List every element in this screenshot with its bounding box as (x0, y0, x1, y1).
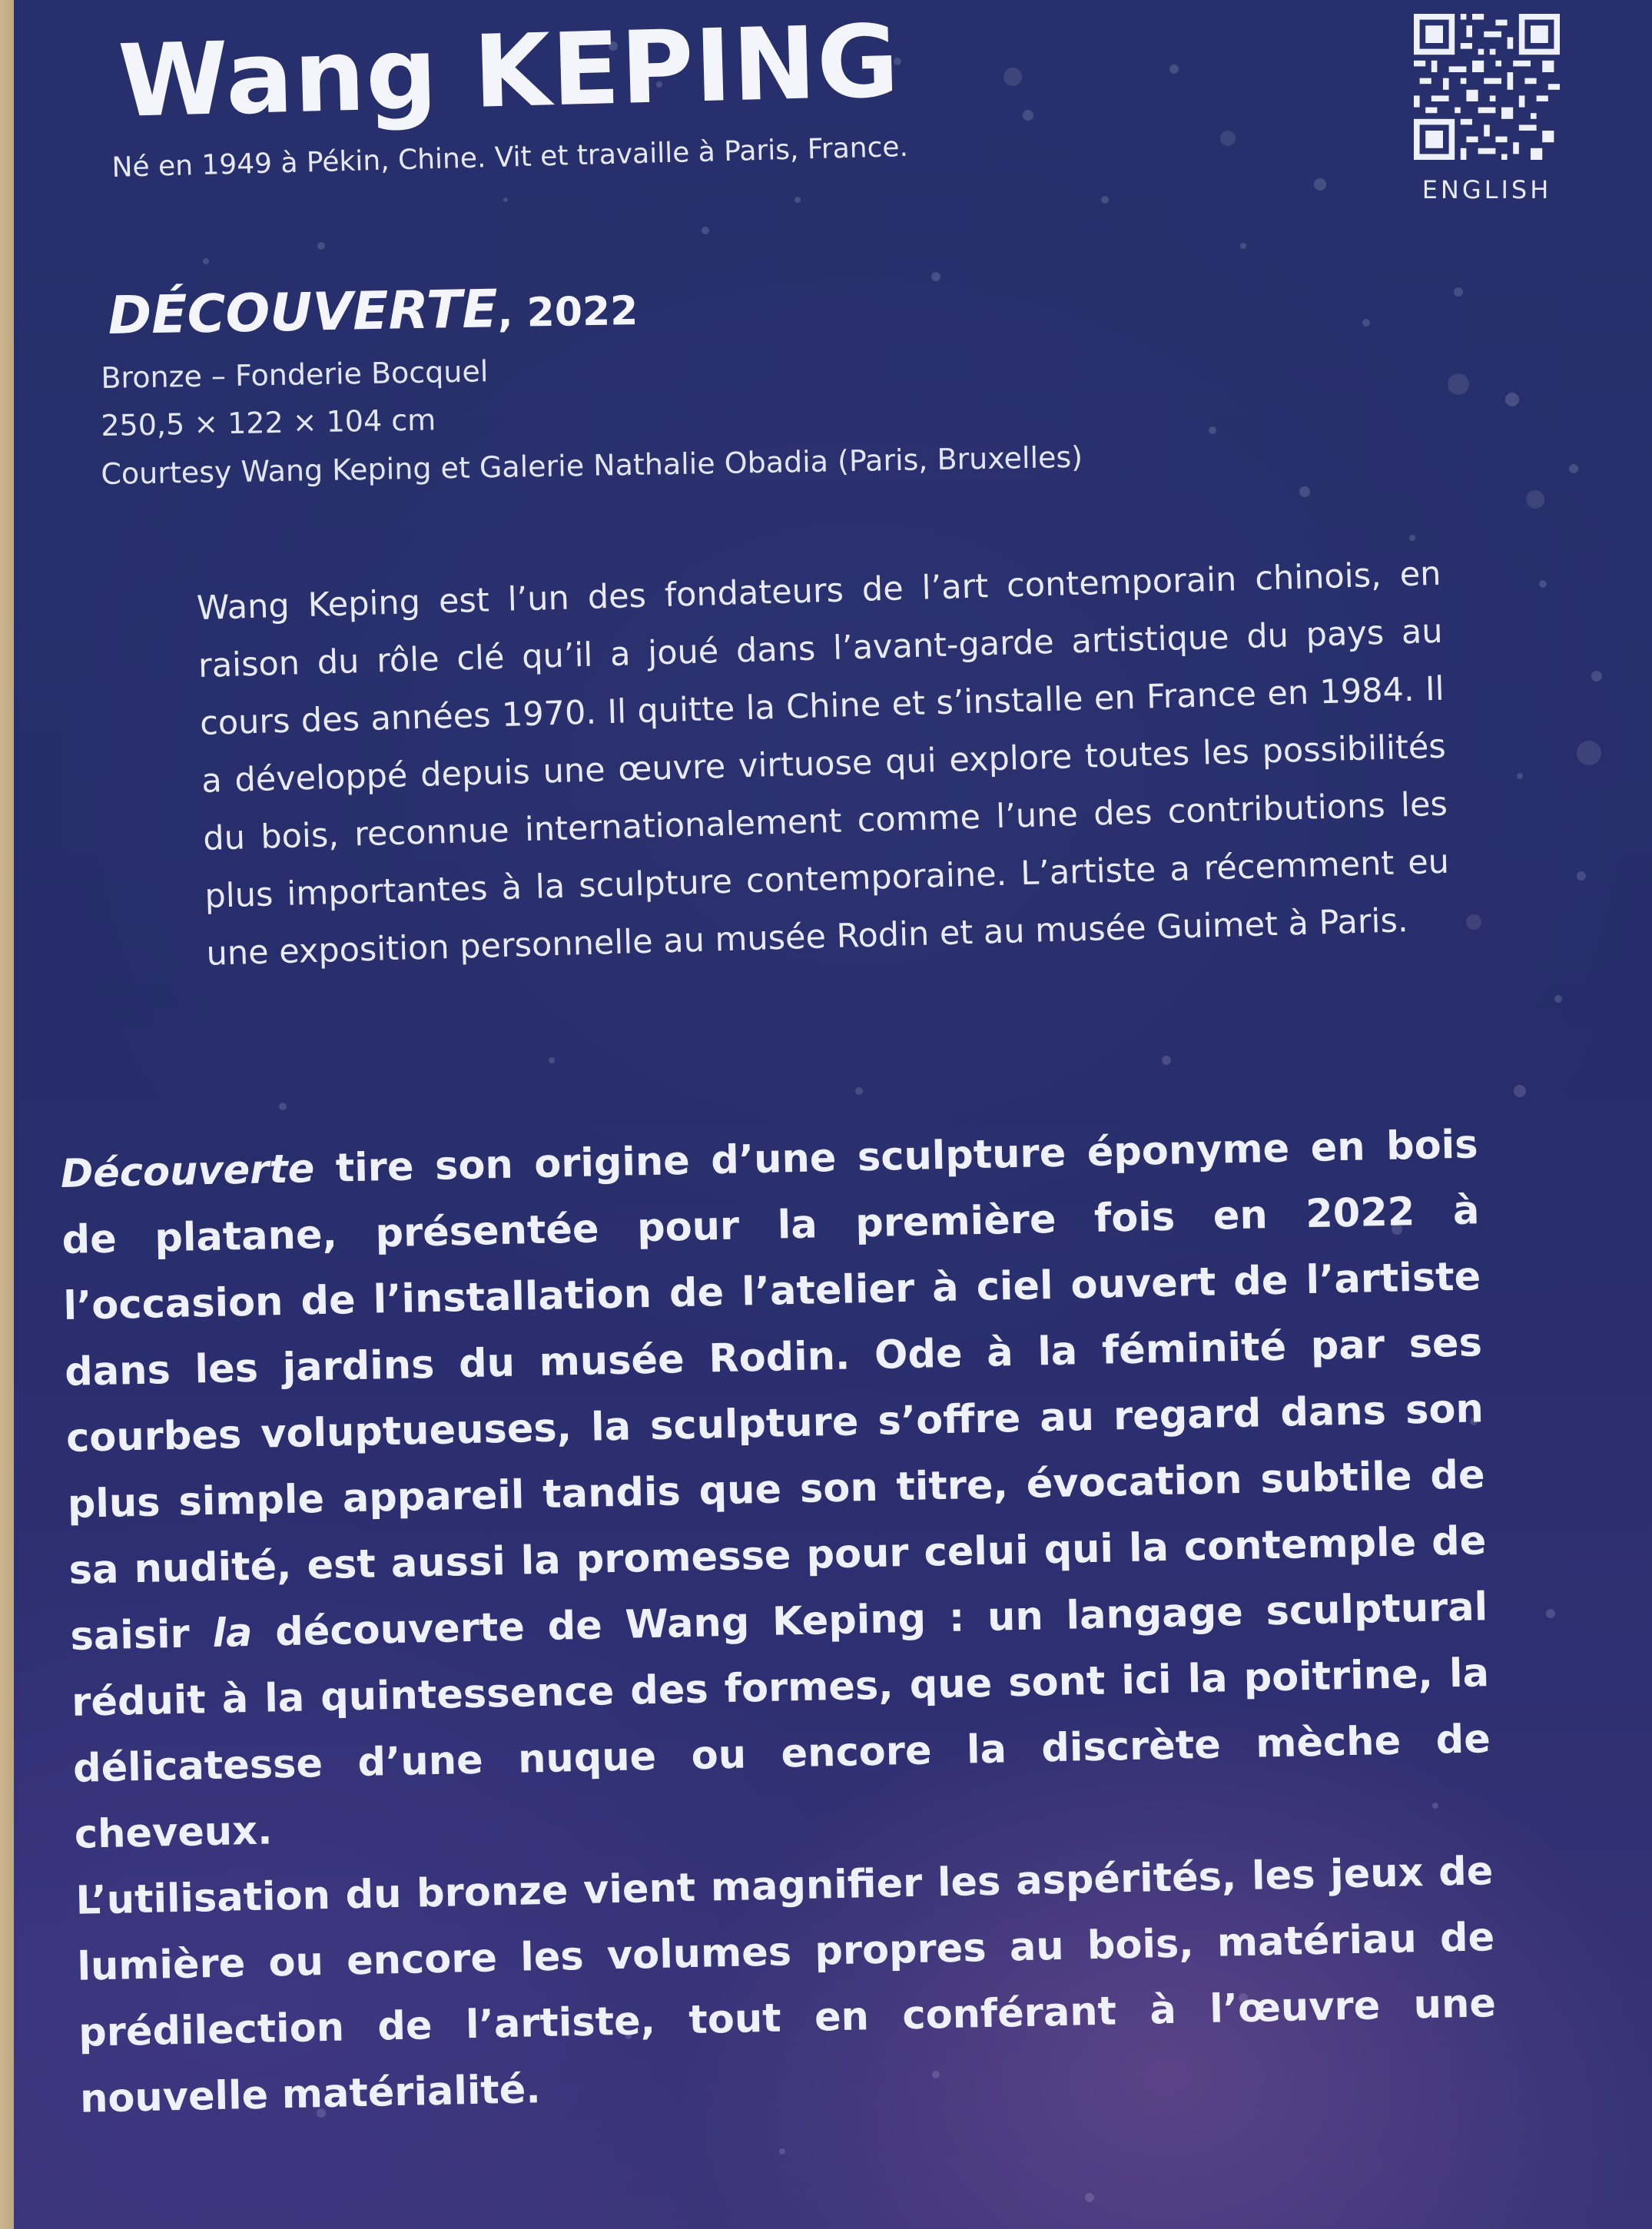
qr-block[interactable] (1406, 14, 1567, 204)
description-title-italic: Découverte (60, 1146, 315, 1197)
description-part-1: tire son origine d’une sculpture éponyme en bois de platane, présentée pour la première fois en 2022 à l’occasion de l’installation de l’atelier à ciel ouvert de l’artiste dans les jardins du musée Rodin. Ode à la féminité par ses courbes voluptueuses, la sculpture s’offre au regard dans son plus simple appareil tandis que son titre, évocation subtile de sa nudité, est aussi la promesse pour celui qui la contemple de saisir (61, 1122, 1487, 1660)
artist-name: Wang KEPING (117, 2, 901, 140)
description-paragraph-1 (60, 1112, 1492, 1868)
description-la-italic: la (211, 1610, 254, 1657)
artwork-year: , 2022 (497, 287, 639, 337)
artwork-credit: Courtesy Wang Keping et Galerie Nathalie Obadia (Paris, Bruxelles) (101, 439, 1083, 491)
info-plaque (14, 0, 1652, 2229)
artist-intro-paragraph: Wang Keping est l’un des fondateurs de l’art contemporain chinois, en raison du rôle clé qu’il a joué dans l’avant-garde artistique du pays au cours des années 1970. Il quitte la Chine et s’installe en France en 1984. Il a développé depuis une œuvre virtuose qui explore toutes les possibilités du bois, reconnue internationalement comme l’une des contributions les plus importantes à la sculpture contemporaine. L’artiste a récemment eu une exposition personnelle au musée Rodin et au musée Guimet à Paris. (196, 554, 1450, 974)
artwork-material: Bronze – Fonderie Bocquel (101, 354, 489, 395)
artwork-title: DÉCOUVERTE (108, 279, 499, 347)
artist-bio: Né en 1949 à Pékin, Chine. Vit et travaille à Paris, France. (111, 131, 909, 184)
artwork-description (60, 1112, 1498, 2132)
description-paragraph-2: L’utilisation du bronze vient magnifier les aspérités, les jeux de lumière ou encore les volumes propres au bois, matériau de prédilection de l’artiste, tout en conférant à l’œuvre une nouvelle matérialité. (75, 1849, 1497, 2122)
artwork-title-line (108, 277, 639, 347)
description-part-2: découverte de Wang Keping : un langage sculptural réduit à la quintessence des formes, que sont ici la poitrine, la délicatesse d’une nuque ou encore la discrète mèche de cheveux. (71, 1584, 1491, 1858)
artwork-dimensions: 250,5 × 122 × 104 cm (101, 403, 436, 443)
qr-code-icon[interactable] (1414, 14, 1560, 160)
qr-language-label[interactable]: ENGLISH (1421, 175, 1552, 204)
